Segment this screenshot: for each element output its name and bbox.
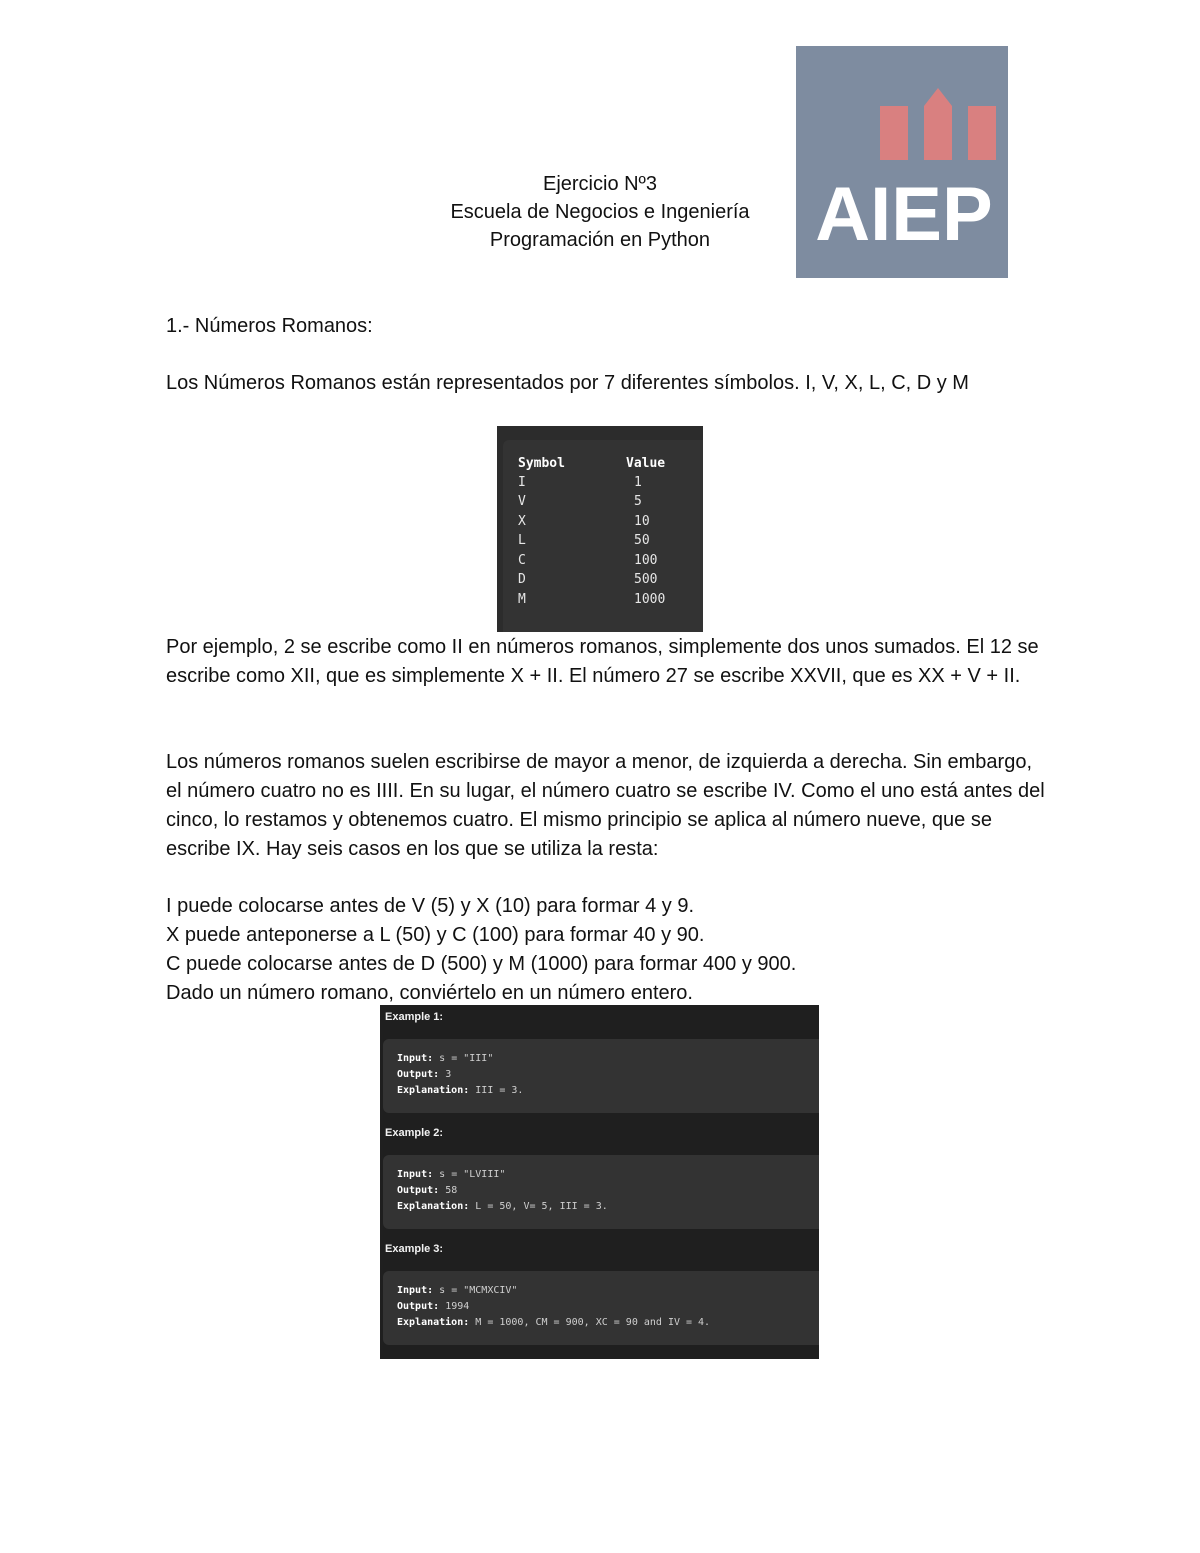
examples-panel xyxy=(380,1005,819,1359)
example-explanation-line xyxy=(397,1083,523,1099)
explanation-label: Explanation: xyxy=(397,1201,470,1212)
value-cell: 5 xyxy=(634,494,642,509)
header-symbol: Symbol xyxy=(518,456,565,471)
rule-item: I puede colocarse antes de V (5) y X (10) para formar 4 y 9. xyxy=(166,895,695,917)
output-label: Output: xyxy=(397,1301,440,1312)
example-explanation-line xyxy=(397,1315,710,1331)
logo-bar-2 xyxy=(924,88,952,160)
rule-item: Dado un número romano, conviértelo en un número entero. xyxy=(166,982,693,1004)
header-value: Value xyxy=(626,456,666,471)
rule-item: C puede colocarse antes de D (500) y M (1000) para formar 400 y 900. xyxy=(166,953,797,975)
input-value: s = "III" xyxy=(439,1053,494,1064)
document-header xyxy=(400,170,800,254)
explanation-value: III = 3. xyxy=(475,1085,524,1096)
section-title: 1.- Números Romanos: xyxy=(166,315,373,337)
explanation-value: L = 50, V= 5, III = 3. xyxy=(475,1201,608,1212)
output-label: Output: xyxy=(397,1185,440,1196)
symbol-cell: V xyxy=(518,494,526,509)
value-cell: 50 xyxy=(634,533,650,548)
example-title: Example 2: xyxy=(385,1127,444,1139)
output-value: 58 xyxy=(445,1185,458,1196)
course-name: Programación en Python xyxy=(489,229,711,251)
output-value: 3 xyxy=(445,1069,452,1080)
symbol-cell: L xyxy=(518,533,526,548)
explanation-label: Explanation: xyxy=(397,1085,470,1096)
example-input-line xyxy=(397,1167,505,1183)
example-box xyxy=(383,1271,819,1345)
example-box xyxy=(383,1039,819,1113)
input-label: Input: xyxy=(397,1053,434,1064)
aiep-logo-graphic xyxy=(796,46,1008,278)
explanation-value: M = 1000, CM = 900, XC = 90 and IV = 4. xyxy=(475,1317,711,1328)
output-value: 1994 xyxy=(445,1301,470,1312)
value-cell: 1000 xyxy=(634,592,666,607)
output-label: Output: xyxy=(397,1069,440,1080)
example-output-line xyxy=(397,1183,457,1199)
explanation-label: Explanation: xyxy=(397,1317,470,1328)
example-title: Example 3: xyxy=(385,1243,444,1255)
symbol-table xyxy=(497,426,703,632)
symbol-cell: C xyxy=(518,553,526,568)
paragraph-subtraction: Los números romanos suelen escribirse de mayor a menor, de izquierda a derecha. Sin embargo, el número cuatro no es IIII. En su lugar, el número cuatro se escribe IV. Como el uno está antes del cinco, lo restamos y obtenemos cuatro. El mismo principio se aplica al número nueve, que se escribe IX. Hay seis casos en los que se utiliza la resta: xyxy=(166,751,1045,860)
logo-bar-1 xyxy=(880,106,908,160)
rule-item: X puede anteponerse a L (50) y C (100) para formar 40 y 90. xyxy=(166,924,705,946)
input-label: Input: xyxy=(397,1285,434,1296)
value-cell: 100 xyxy=(634,553,658,568)
rules-list xyxy=(166,892,1046,1008)
paragraph-examples: Por ejemplo, 2 se escribe como II en números romanos, simplemente dos unos sumados. El 12 se escribe como XII, que es simplemente X + II. El número 27 se escribe XXVII, que es XX + V + II. xyxy=(166,636,1039,687)
symbol-table-panel xyxy=(503,440,703,632)
example-box xyxy=(383,1155,819,1229)
aiep-logo xyxy=(796,46,1008,278)
intro-text: Los Números Romanos están representados por 7 diferentes símbolos. I, V, X, L, C, D y M xyxy=(166,372,969,394)
example-title: Example 1: xyxy=(385,1011,444,1023)
value-cell: 1 xyxy=(634,475,642,490)
value-cell: 500 xyxy=(634,572,658,587)
exercise-title: Ejercicio Nº3 xyxy=(542,173,657,195)
value-cell: 10 xyxy=(634,514,650,529)
example-explanation-line xyxy=(397,1199,608,1215)
example-output-line xyxy=(397,1067,451,1083)
school-name: Escuela de Negocios e Ingeniería xyxy=(450,201,750,223)
symbol-cell: M xyxy=(518,592,526,607)
logo-text: AIEP xyxy=(815,172,993,257)
input-value: s = "LVIII" xyxy=(439,1169,506,1180)
symbol-cell: I xyxy=(518,475,526,490)
example-input-line xyxy=(397,1051,493,1067)
example-output-line xyxy=(397,1299,469,1315)
symbol-cell: X xyxy=(518,514,526,529)
example-input-line xyxy=(397,1283,517,1299)
symbol-cell: D xyxy=(518,572,526,587)
logo-bar-3 xyxy=(968,106,996,160)
input-value: s = "MCMXCIV" xyxy=(439,1285,518,1296)
input-label: Input: xyxy=(397,1169,434,1180)
